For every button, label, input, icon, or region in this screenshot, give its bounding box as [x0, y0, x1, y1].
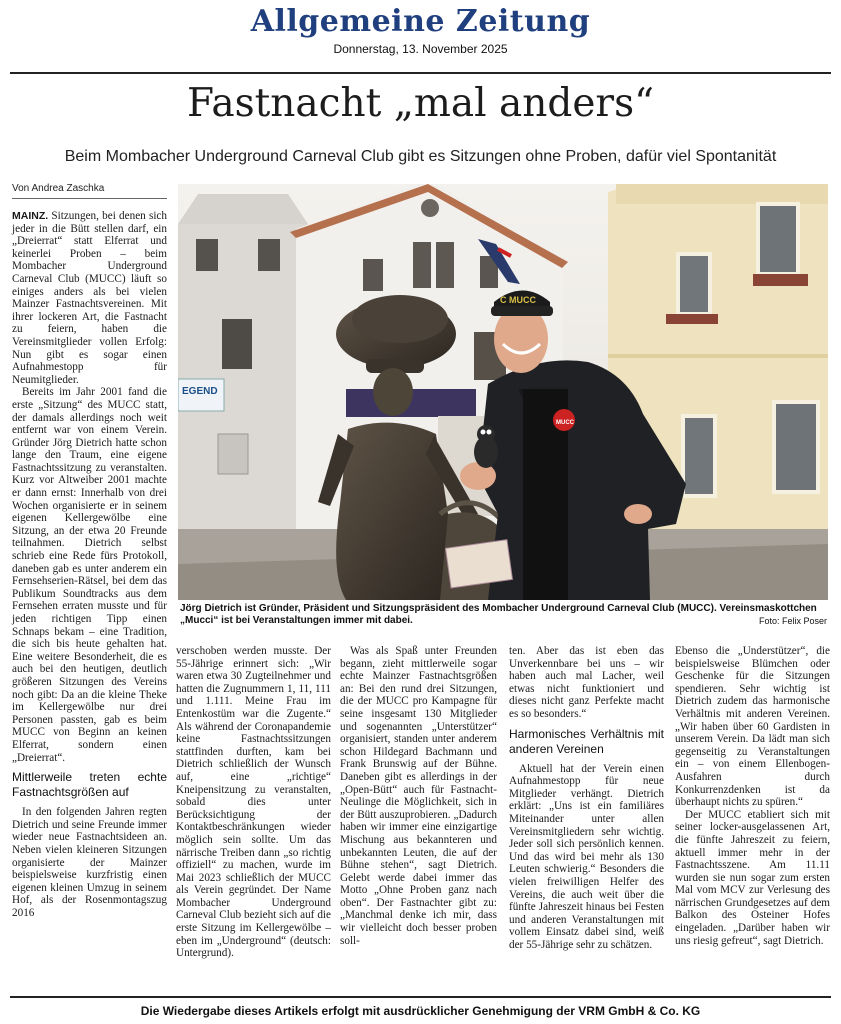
column-1-paragraph-1: Sitzungen, bei denen sich jeder in die Bütt stellen darf, ein „Dreierrat“ statt Elferrat und keinerlei Proben – beim Mombacher Underground Carneval Club (MUCC) läuft so einiges anders als bei vielen Mainzer Fastnachtsvereinen. Mit ihrer lockeren Art, die Fastnacht zu feiern, haben die Vereinsmitglieder vollen Erfolg: Nun gibt es sogar einen Aufnahmestopp für Neumitglieder. [12, 210, 167, 386]
article-column-4 [509, 645, 664, 951]
article-headline: Fastnacht „mal anders“ [186, 81, 655, 126]
article-subheadline: Beim Mombacher Underground Carneval Club gibt es Sitzungen ohne Proben, dafür viel Spontanität [64, 148, 777, 165]
article-column-3 [340, 645, 497, 947]
copyright-notice: Die Wiedergabe dieses Artikels erfolgt mit ausdrücklicher Genehmigung der VRM GmbH & Co. KG [140, 1004, 701, 1018]
article-column-5 [675, 645, 830, 947]
column-4-paragraph-2: Aktuell hat der Verein einen Aufnahmestopp für neue Mitglieder verhängt. Dietrich erklärt: „Uns ist ein familiäres Miteinander unter allen Vereinsmitgliedern sehr wichtig. Jeder soll sich persönlich kennen. Und das wird bei mehr als 130 Leuten schwierig.“ Besonders die vielen freiwilligen Helfer des Vereins, die auch weit über die fünfte Jahreszeit hinaus bei Festen und anderen Veranstaltungen mit vollem Einsatz dabei sind, weiß der 55-Jährige sehr zu schätzen. [509, 762, 664, 951]
pin-text: MUCC [556, 420, 574, 426]
photo-caption: Jörg Dietrich ist Gründer, Präsident und Sitzungspräsident des Mombacher Underground Carneval Club (MUCC). Vereinsmaskottchen „Mucci“ ist bei Veranstaltungen immer mit dabei. [180, 603, 817, 626]
hat-text: C MUCC [500, 295, 536, 305]
dateline: MAINZ. [12, 210, 49, 222]
bottom-divider [10, 996, 831, 998]
column-2-paragraph-1: verschoben werden musste. Der 55-Jährige erinnert sich: „Wir waren etwa 30 Zugteilnehmer und hatten die Zugnummern 1, 11, 111 und 1.111. Meine Frau im Entenkostüm war die Zugente.“ Als während der Coronapandemie keine Fastnachtssitzungen stattfinden durften, kam bei Dietrich schließlich der Wunsch auf, eine „richtige“ Kneipensitzung zu veranstalten, sobald dies unter Berücksichtigung der Kontaktbeschränkungen wieder möglich sein sollte. Um das närrische Treiben dann „so richtig offiziell“ zu machen, wurde im Mai 2023 schließlich der MUCC als Verein gegründet. Der Name Mombacher Underground Carneval Club bezieht sich auf die erste Sitzung im Kellergewölbe – eben im „Underground“ (deutsch: Untergrund). [176, 645, 331, 960]
shop-sign: EGEND [182, 386, 218, 397]
column-4-paragraph-1: ten. Aber das ist eben das Unverkennbare bei uns – wir haben auch mal Lacher, weil etwas nicht funktioniert und dieses nicht ganz Perfekte macht es so besonders.“ [509, 645, 664, 720]
intertitle-2: Harmonisches Verhältnis mit anderen Vereinen [509, 726, 664, 756]
newspaper-logo: Allgemeine Zeitung [250, 4, 591, 39]
issue-date: Donnerstag, 13. November 2025 [333, 42, 508, 56]
column-5-paragraph-1: Ebenso die „Understützer“, die beispielsweise Blümchen oder Geschenke für die Sitzungen spendieren. Sehr wichtig ist Dietrich zudem das harmonische Verhältnis mit anderen Vereinen. „Wir haben über 60 Gardisten in unserem Verein. Da lädt man sich gegenseitig zu Veranstaltungen ein – von einem Ellenbogen-Ausfahren durch Konkurrenzdenken ist da überhaupt nichts zu spüren.“ [675, 645, 830, 809]
byline: Von Andrea Zaschka [12, 183, 105, 194]
byline-divider [12, 198, 167, 199]
article-column-1 [12, 210, 167, 919]
article-photo [178, 184, 828, 600]
masthead [0, 4, 841, 56]
column-3-paragraph-1: Was als Spaß unter Freunden begann, zieht mittlerweile sogar echte Mainzer Fastnachtsgrößen an: Bei den rund drei Sitzungen, die der MUCC pro Kampagne für seine insgesamt 130 Mitglieder und sogenannten „Unterstützer“ organisiert, standen unter anderem schon Hildegard Bachmann und Frank Brunswig auf der Bühne. Daneben gibt es allerdings in der „Open-Bütt“ auch für Fastnacht-Neulinge die Möglichkeit, sich in der Bütt auszuprobieren. „Dadurch haben wir immer eine einzigartige Mischung aus bekannteren und unbekannten Leuten, die auf der Bühne stehen“, sagt Dietrich. Gelebt werde dabei immer das Motto „Ohne Proben ganz nach oben“. Der Fastnachter gibt zu: „Manchmal denke ich mir, dass wir vielleicht doch besser proben soll- [340, 645, 497, 947]
column-1-paragraph-2: Bereits im Jahr 2001 fand die erste „Sitzung“ des MUCC statt, der damals allerdings noch weit entfernt war von einem Verein. Gründer Jörg Dietrich hatte schon lange den Traum, eine eigene Fastnachtssitzung zu veranstalten. Kurz vor Altweiber 2001 machte er dann ernst: Innerhalb von drei Wochen organisierte er in seinem eigenen Kellergewölbe eine Sitzung, an der etwa 20 Freunde teilnahmen. Dietrich selbst schrieb eine Rede fürs Protokoll, daneben gab es unter anderem ein Fernsehserien-Rätsel, bei dem das Publikum Soundtracks aus dem Fernsehen erraten musste und für jeden richtigen Tipp einen Schnaps bekam – eine Tradition, die sich bis heute gehalten hat. Eine weitere Besonderheit, die es auch bei den heutigen, deutlich größeren Sitzungen des Vereins noch gibt: Da an die kleine Theke im Kellergewölbe nur drei Personen passten, gab es beim MUCC von Beginn an keinen Elferrat, sondern einen „Dreierrat“. [12, 386, 167, 764]
top-divider [10, 72, 831, 74]
column-5-paragraph-2: Der MUCC etabliert sich mit seiner locker-ausgelassenen Art, die fünfte Jahreszeit zu feiern, aktuell immer mehr in der Fastnachtsszene. Am 11.11 wurden sie nun sogar zum ersten Mal vom MCV zur Verlesung des närrischen Grundgesetzes auf dem Balkon des Osteiner Hofes eingeladen. „Darüber haben wir uns riesig gefreut“, sagt Dietrich. [675, 808, 830, 947]
column-1-paragraph-3: In den folgenden Jahren regten Dietrich und seine Freunde immer wieder neue Fastnachtsideen an. Neben vielen kleineren Sitzungen organisierte der Mainzer beispielsweise kurzfristig einen eigenen kleinen Umzug in seinem Hof, als der Rosenmontagszug 2016 [12, 806, 167, 919]
photo-credit: Foto: Felix Poser [758, 616, 827, 626]
intertitle-1: Mittlerweile treten echte Fastnachtsgrößen auf [12, 770, 167, 800]
article-column-2 [176, 645, 331, 960]
left-building [178, 194, 308, 529]
